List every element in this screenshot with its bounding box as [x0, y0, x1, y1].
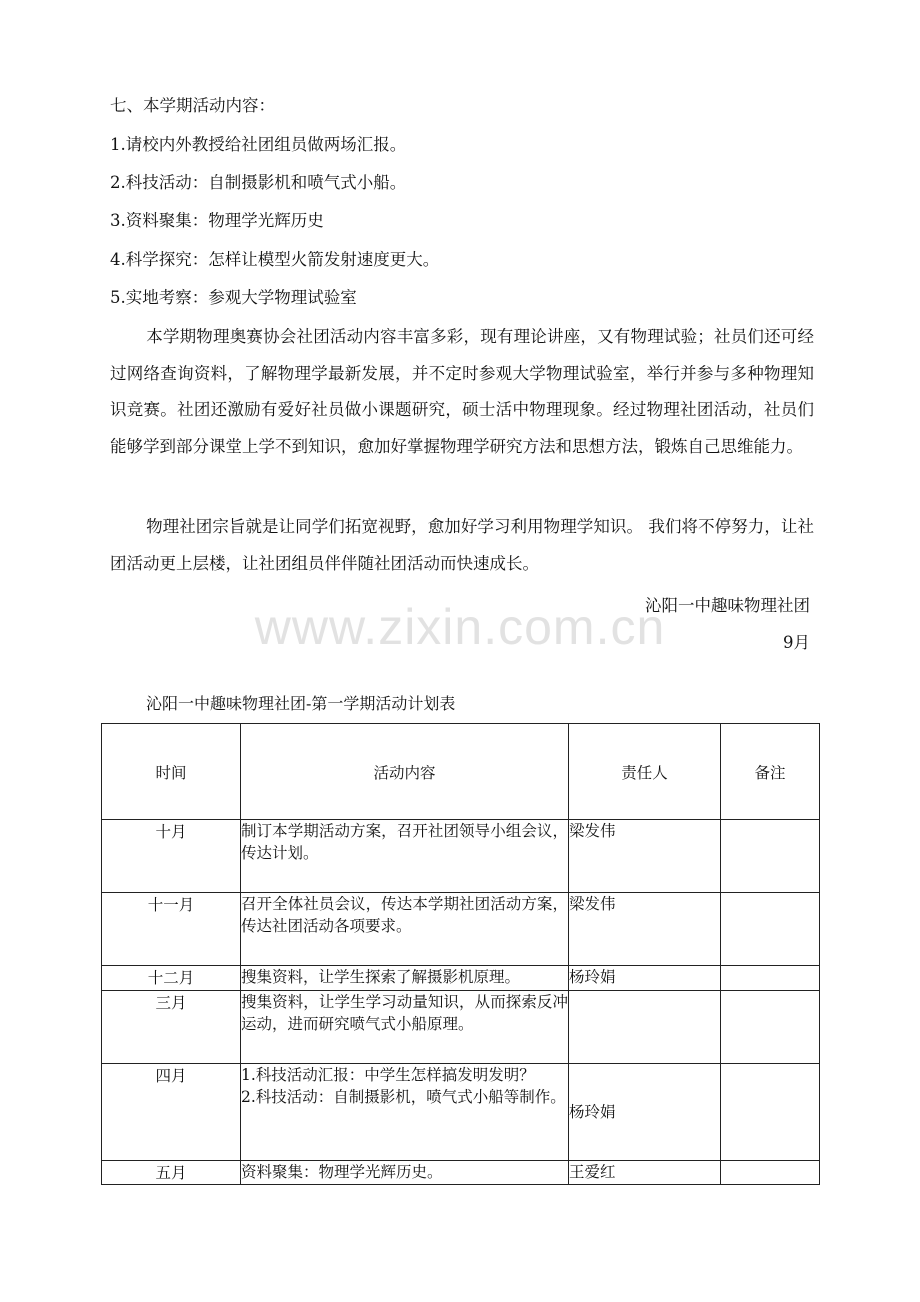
list-item: 3.资料聚集：物理学光辉历史: [110, 211, 324, 230]
watermark: www.zixin.com.cn: [254, 599, 666, 655]
note-cell: [721, 991, 820, 1064]
note-cell: [721, 893, 820, 966]
person-cell: 梁发伟: [569, 893, 721, 966]
list-item: 4.科学探究：怎样让模型火箭发射速度更大。: [110, 250, 440, 269]
body-paragraph: [110, 509, 814, 582]
list-item: 2.科技活动：自制摄影机和喷气式小船。: [110, 173, 407, 192]
note-cell: [721, 1064, 820, 1161]
person-cell: 王爱红: [569, 1161, 721, 1185]
signature-date: 9月: [783, 633, 810, 652]
content-line: 1.科技活动汇报：中学生怎样搞发明发明？: [241, 1066, 535, 1084]
table-header-row: [102, 724, 820, 820]
list-item: 1.请校内外教授给社团组员做两场汇报。: [110, 135, 407, 154]
month-cell: 三月: [102, 991, 241, 1064]
note-cell: [721, 820, 820, 893]
signature-org: 沁阳一中趣味物理社团: [645, 596, 810, 615]
table-title: 沁阳一中趣味物理社团-第一学期活动计划表: [146, 694, 456, 713]
note-cell: [721, 966, 820, 991]
paragraph-text: 本学期物理奥赛协会社团活动内容丰富多彩，现有理论讲座，又有物理试验；社员们还可经过网络查询资料，了解物理学最新发展，并不定时参观大学物理试验室，举行并参与多种物理知识竞赛。社团还激励有爱好社员做小课题研究，硕士活中物理现象。经过物理社团活动，社员们能够学到部分课堂上学不到知识，愈加好掌握物理学研究方法和思想方法，锻炼自己思维能力。: [110, 327, 814, 456]
table-row: [102, 820, 820, 893]
month-cell: 十一月: [102, 893, 241, 966]
person-cell: 杨玲娟: [569, 1064, 721, 1161]
month-cell: 十二月: [102, 966, 241, 991]
person-cell: 梁发伟: [569, 820, 721, 893]
table-row: [102, 1161, 820, 1185]
content-line: 2.科技活动：自制摄影机，喷气式小船等制作。: [241, 1088, 566, 1106]
list-item: 5.实地考察：参观大学物理试验室: [110, 288, 357, 307]
content-cell: 制订本学期活动方案，召开社团领导小组会议，传达计划。: [241, 820, 569, 893]
month-cell: 十月: [102, 820, 241, 893]
content-cell: [241, 1064, 569, 1161]
month-cell: 四月: [102, 1064, 241, 1161]
header-time: 时间: [102, 724, 241, 820]
person-cell: [569, 991, 721, 1064]
table-row: [102, 893, 820, 966]
content-cell: 召开全体社员会议，传达本学期社团活动方案，传达社团活动各项要求。: [241, 893, 569, 966]
table-row: [102, 991, 820, 1064]
paragraph-text: 物理社团宗旨就是让同学们拓宽视野，愈加好学习利用物理学知识。 我们将不停努力，让社团活动更上层楼，让社团组员伴伴随社团活动而快速成长。: [110, 517, 814, 573]
month-cell: 五月: [102, 1161, 241, 1185]
table-row: [102, 966, 820, 991]
header-note: 备注: [721, 724, 820, 820]
body-paragraph: [110, 319, 814, 465]
header-content: 活动内容: [241, 724, 569, 820]
content-cell: 搜集资料，让学生探索了解摄影机原理。: [241, 966, 569, 991]
note-cell: [721, 1161, 820, 1185]
section-heading: 七、本学期活动内容：: [110, 96, 275, 115]
table-row: [102, 1064, 820, 1161]
activity-plan-table: [101, 723, 820, 1185]
person-cell: 杨玲娟: [569, 966, 721, 991]
header-person: 责任人: [569, 724, 721, 820]
content-cell: 资料聚集：物理学光辉历史。: [241, 1161, 569, 1185]
content-cell: 搜集资料，让学生学习动量知识，从而探索反冲运动，进而研究喷气式小船原理。: [241, 991, 569, 1064]
